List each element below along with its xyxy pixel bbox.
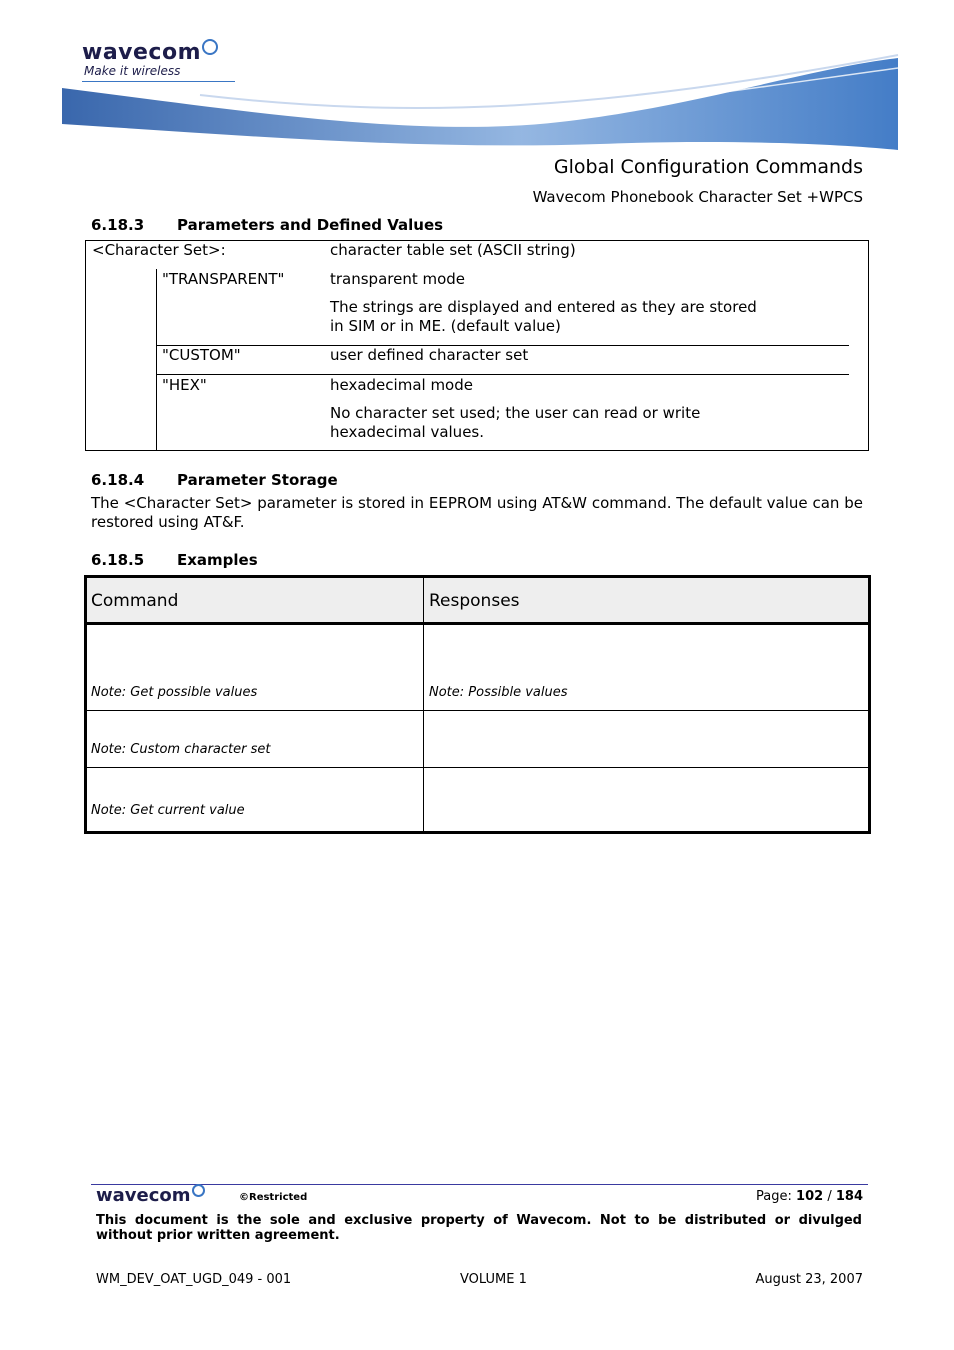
row-divider bbox=[156, 374, 849, 375]
storage-paragraph: The <Character Set> parameter is stored in EEPROM using AT&W command. The default value can be restored using AT&F. bbox=[91, 494, 863, 531]
logo-text: wavecom bbox=[82, 40, 202, 65]
footer-logo-text: wavecom bbox=[96, 1185, 191, 1206]
command-note: Note: Get current value bbox=[91, 803, 245, 818]
value-name: "HEX" bbox=[162, 376, 207, 394]
page-label: Page: bbox=[756, 1189, 792, 1204]
row-divider bbox=[87, 710, 868, 711]
volume-label: VOLUME 1 bbox=[460, 1272, 527, 1287]
param-desc: character table set (ASCII string) bbox=[330, 241, 576, 259]
page-separator: / bbox=[827, 1189, 832, 1204]
value-detail: No character set used; the user can read or write bbox=[330, 404, 701, 422]
heading-text: Parameters and Defined Values bbox=[177, 216, 444, 234]
param-name: <Character Set>: bbox=[92, 241, 226, 259]
value-desc: transparent mode bbox=[330, 270, 466, 288]
footer-rule bbox=[91, 1184, 868, 1185]
doc-date: August 23, 2007 bbox=[755, 1272, 863, 1287]
column-header-command: Command bbox=[91, 591, 179, 611]
header-wave-banner bbox=[0, 50, 954, 160]
page-number bbox=[756, 1189, 863, 1204]
value-name: "TRANSPARENT" bbox=[162, 270, 285, 288]
value-detail: in SIM or in ME. (default value) bbox=[330, 317, 561, 335]
section-title: Wavecom Phonebook Character Set +WPCS bbox=[532, 188, 863, 206]
logo-tagline: Make it wireless bbox=[84, 64, 181, 78]
parameters-table bbox=[85, 240, 869, 451]
page-total: 184 bbox=[835, 1189, 863, 1204]
table-divider bbox=[156, 269, 157, 451]
value-desc: hexadecimal mode bbox=[330, 376, 473, 394]
heading-text: Parameter Storage bbox=[177, 471, 338, 489]
row-divider bbox=[87, 767, 868, 768]
column-divider bbox=[423, 578, 424, 831]
value-name: "CUSTOM" bbox=[162, 346, 241, 364]
value-detail: The strings are displayed and entered as they are stored bbox=[330, 298, 757, 316]
heading-text: Examples bbox=[177, 551, 258, 569]
command-note: Note: Get possible values bbox=[91, 685, 258, 700]
footer-notice: This document is the sole and exclusive property of Wavecom. Not to be distributed or divulged without prior written agreement. bbox=[96, 1213, 862, 1243]
heading-examples bbox=[91, 551, 258, 569]
heading-parameters bbox=[91, 216, 443, 234]
restricted-label: ©Restricted bbox=[239, 1192, 308, 1203]
footer-logo bbox=[96, 1185, 205, 1206]
value-desc: user defined character set bbox=[330, 346, 529, 364]
page-current: 102 bbox=[796, 1189, 824, 1204]
heading-number: 6.18.4 bbox=[91, 471, 145, 489]
chapter-title: Global Configuration Commands bbox=[553, 156, 863, 178]
response-note: Note: Possible values bbox=[429, 685, 568, 700]
command-note: Note: Custom character set bbox=[91, 742, 271, 757]
heading-number: 6.18.3 bbox=[91, 216, 145, 234]
heading-storage bbox=[91, 471, 338, 489]
doc-reference: WM_DEV_OAT_UGD_049 - 001 bbox=[96, 1272, 292, 1287]
heading-number: 6.18.5 bbox=[91, 551, 145, 569]
column-header-responses: Responses bbox=[429, 591, 520, 611]
logo-swirl-icon bbox=[192, 1184, 205, 1197]
value-detail: hexadecimal values. bbox=[330, 423, 484, 441]
examples-table bbox=[84, 575, 871, 834]
